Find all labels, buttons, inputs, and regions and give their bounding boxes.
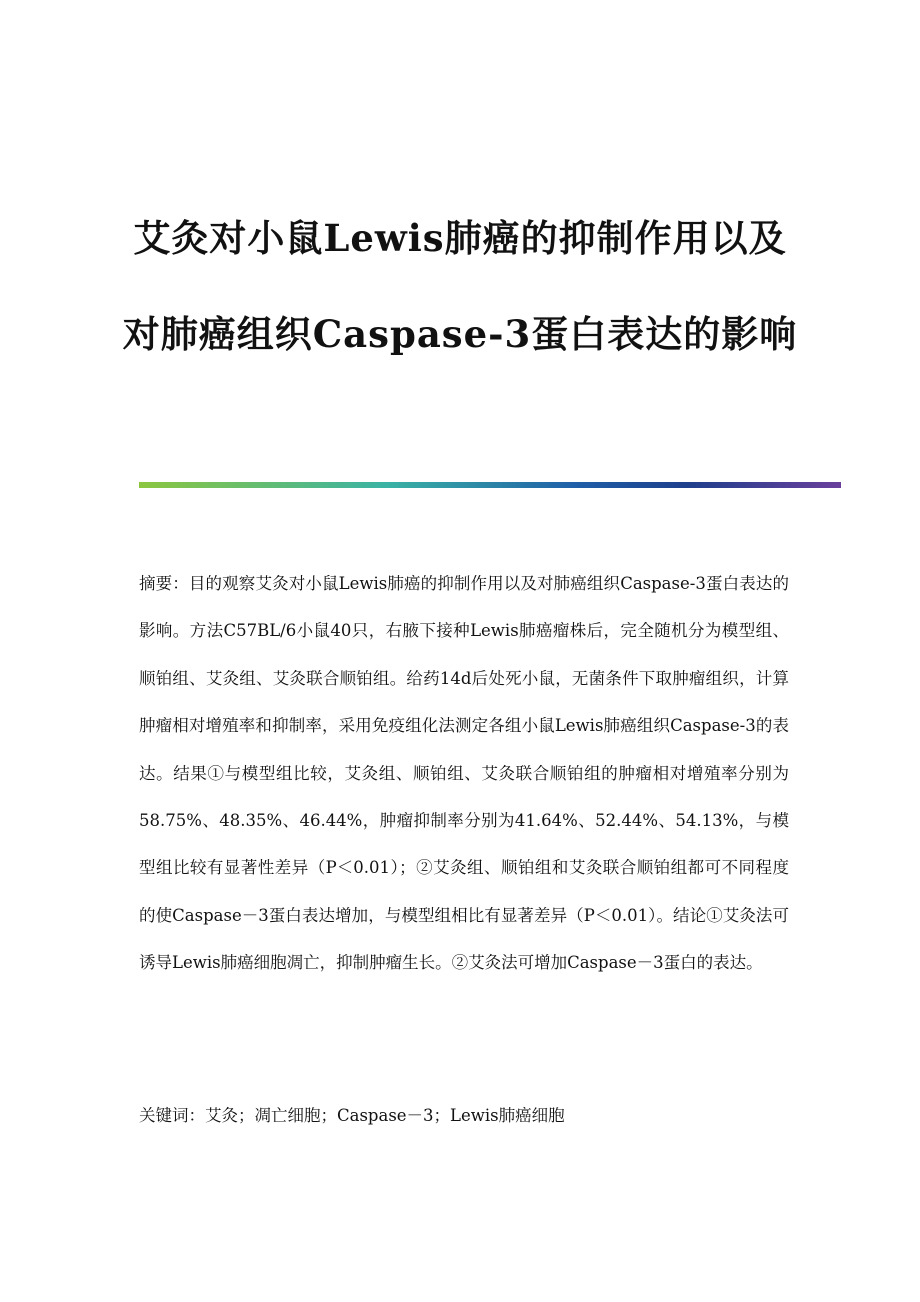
document-title [0,190,920,382]
keywords-label: 关键词： [139,1106,205,1125]
keywords [139,1092,789,1139]
gradient-divider [139,482,841,488]
title-line-2: 对肺癌组织Caspase-3蛋白表达的影响 [122,312,798,356]
abstract-label: 摘要： [139,574,189,593]
keywords-text: 艾灸；凋亡细胞；Caspase－3；Lewis肺癌细胞 [205,1106,565,1125]
abstract [139,560,789,987]
abstract-paragraph [139,560,789,987]
abstract-text: 目的观察艾灸对小鼠Lewis肺癌的抑制作用以及对肺癌组织Caspase-3蛋白表达的影响。方法C57BL/6小鼠40只，右腋下接种Lewis肺癌瘤株后，完全随机分为模型组、顺铂组、艾灸组、艾灸联合顺铂组。给药14d后处死小鼠，无菌条件下取肿瘤组织，计算肿瘤相对增殖率和抑制率，采用免疫组化法测定各组小鼠Lewis肺癌组织Caspase-3的表达。结果①与模型组比较，艾灸组、顺铂组、艾灸联合顺铂组的肿瘤相对增殖率分别为58.75%、48.35%、46.44%，肿瘤抑制率分别为41.64%、52.44%、54.13%，与模型组比较有显著性差异（P＜0.01）；②艾灸组、顺铂组和艾灸联合顺铂组都可不同程度的使Caspase－3蛋白表达增加，与模型组相比有显著差异（P＜0.01）。结论①艾灸法可诱导Lewis肺癌细胞凋亡，抑制肿瘤生长。②艾灸法可增加Caspase－3蛋白的表达。 [139,574,789,973]
title-line-1: 艾灸对小鼠Lewis肺癌的抑制作用以及 [133,216,787,260]
